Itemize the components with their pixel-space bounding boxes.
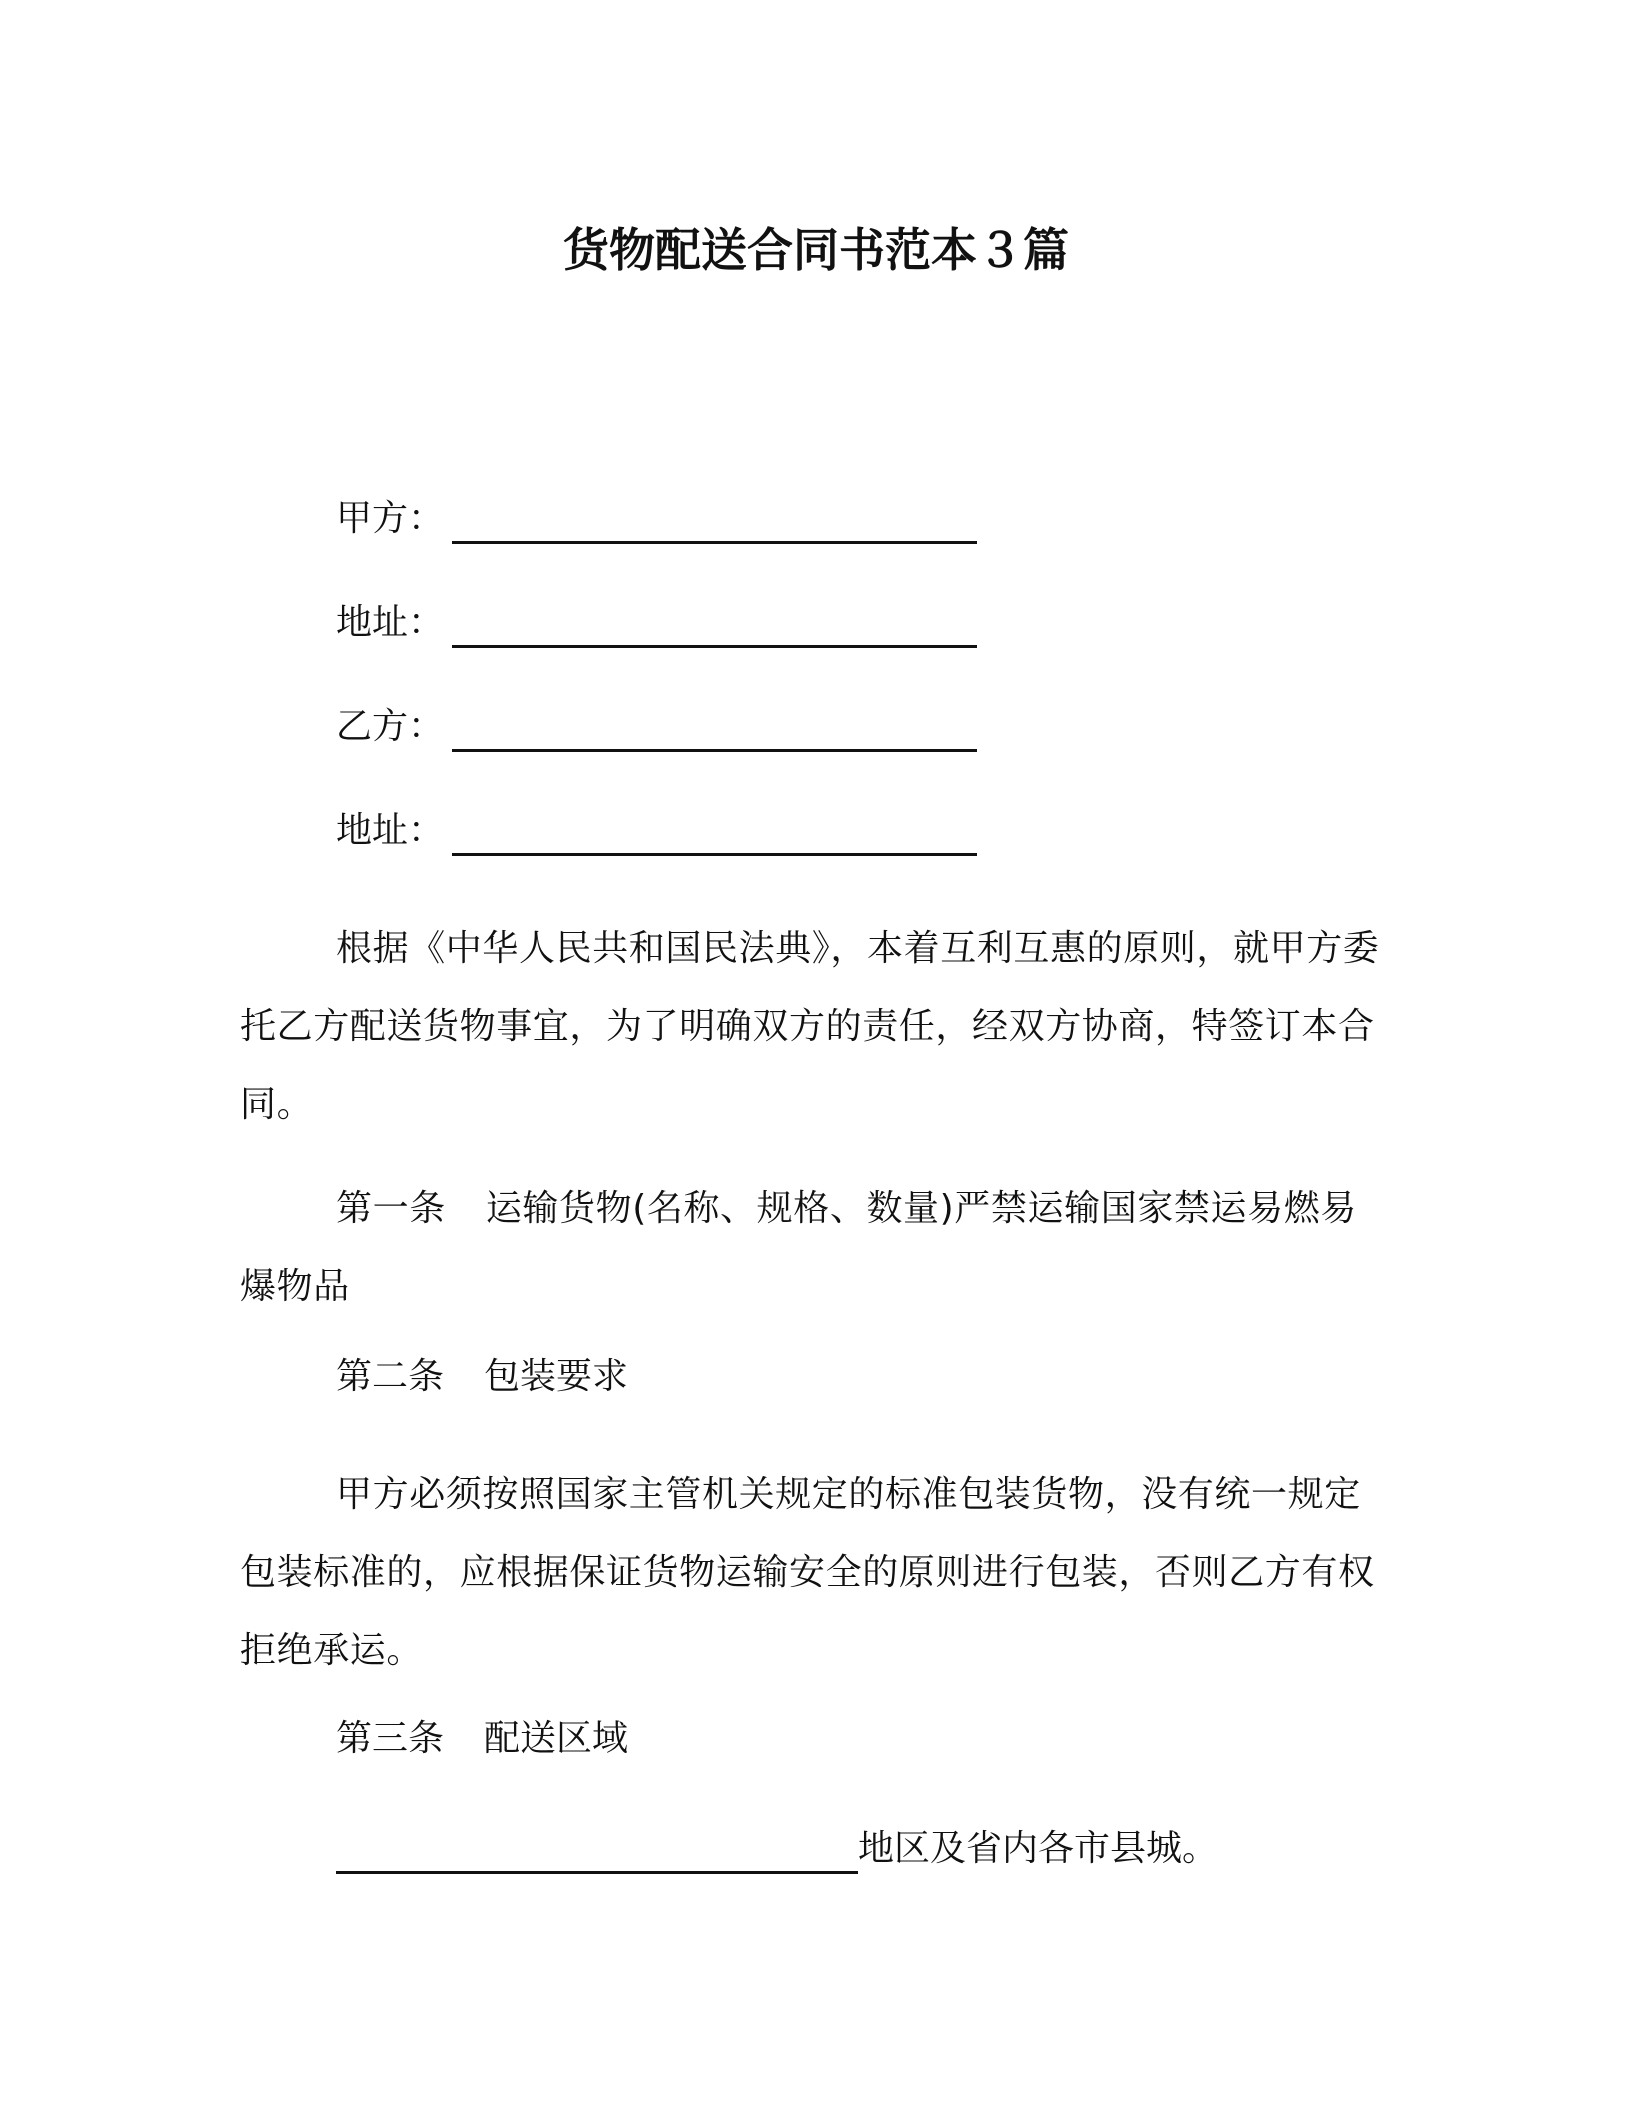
party-a-address-label: 地址：	[336, 602, 445, 643]
party-a-address-field	[336, 598, 977, 648]
article-3-heading: 配送区域	[484, 1718, 629, 1759]
article-3-heading-line	[336, 1714, 628, 1764]
article-3-number: 第三条	[336, 1718, 445, 1759]
delivery-region-blank	[336, 1829, 858, 1874]
party-b-address-blank	[452, 811, 977, 856]
delivery-region-suffix: 地区及省内各市县城。	[858, 1828, 1219, 1869]
party-b-field	[336, 702, 977, 752]
party-a-blank	[452, 499, 977, 544]
party-b-address-field	[336, 806, 977, 856]
party-a-address-blank	[452, 603, 977, 648]
delivery-region-line	[336, 1824, 1218, 1874]
party-a-field	[336, 494, 977, 544]
party-b-label: 乙方：	[336, 706, 445, 747]
party-a-label: 甲方：	[336, 498, 445, 539]
party-b-blank	[452, 707, 977, 752]
article-2-heading-line	[336, 1352, 628, 1402]
document-title: 货物配送合同书范本３篇	[563, 223, 1069, 277]
intro-paragraph: 根据《中华人民共和国民法典》，本着互利互惠的原则，就甲方委托乙方配送货物事宜，为了明确双方的责任，经双方协商，特签订本合同。	[240, 928, 1380, 1125]
article-2-body: 甲方必须按照国家主管机关规定的标准包装货物，没有统一规定包装标准的，应根据保证货物运输安全的原则进行包装，否则乙方有权拒绝承运。	[240, 1474, 1375, 1671]
article-2-heading: 包装要求	[484, 1356, 629, 1397]
article-1-number: 第一条	[336, 1188, 446, 1229]
article-1-heading: 运输货物(名称、规格、数量)严禁运输国家禁运易燃易爆物品	[240, 1188, 1357, 1307]
article-1	[240, 1170, 1386, 1326]
party-b-address-label: 地址：	[336, 810, 445, 851]
article-2-number: 第二条	[336, 1356, 445, 1397]
